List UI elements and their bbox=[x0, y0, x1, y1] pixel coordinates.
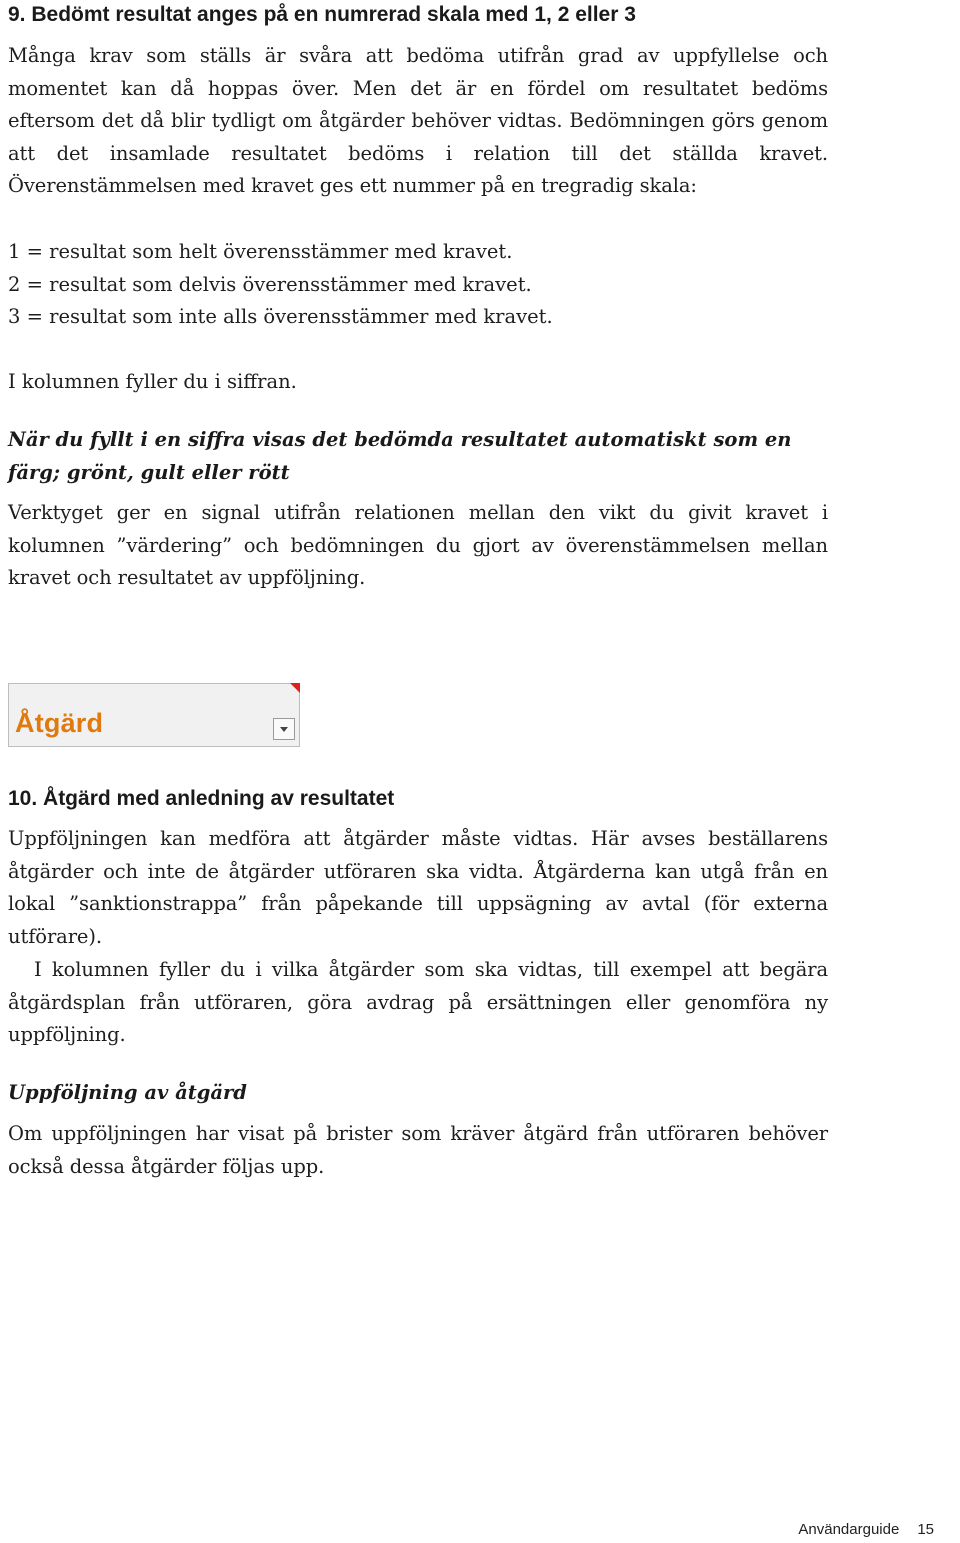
color-signal-subheading: När du fyllt i en siffra visas det bedömda resultatet automatiskt som en färg; grönt, gult eller rött bbox=[8, 428, 792, 484]
comment-marker-icon bbox=[290, 683, 300, 693]
section-10-heading: 10. Åtgärd med anledning av resultatet bbox=[8, 787, 395, 810]
section-10-para-1: Uppföljningen kan medföra att åtgärder måste vidtas. Här avses beställarens åtgärder och inte de åtgärder utföraren ska vidta. Åtgärderna kan utgå från en lokal ”sanktionstrappa” från påpekande till uppsägning av avtal (för externa utförare). bbox=[8, 827, 828, 948]
guide-label: Användarguide bbox=[798, 1521, 900, 1538]
page-number: 15 bbox=[917, 1521, 934, 1538]
followup-paragraph: Om uppföljningen har visat på brister som kräver åtgärd från utföraren behöver också dessa åtgärder följas upp. bbox=[8, 1122, 828, 1178]
section-9-intro: Många krav som ställs är svåra att bedöma utifrån grad av uppfyllelse och momentet kan då hoppas över. Men det är en fördel om resultatet bedöms eftersom det då blir tydligt om åtgärder behöver vidtas. Bedömningen görs genom att det insamlade resultatet bedöms i relation till det ställda kravet. Överenstämmelsen med kravet ges ett nummer på en tregradig skala: bbox=[8, 44, 828, 198]
scale-item-3: 3 = resultat som inte alls överensstämmer med kravet. bbox=[8, 305, 553, 329]
fill-note: I kolumnen fyller du i siffran. bbox=[8, 370, 297, 393]
filter-dropdown-button[interactable] bbox=[273, 718, 295, 740]
dropdown-arrow-icon bbox=[280, 727, 288, 732]
scale-list bbox=[8, 236, 553, 334]
page-footer bbox=[798, 1521, 934, 1538]
section-9-heading: 9. Bedömt resultat anges på en numrerad skala med 1, 2 eller 3 bbox=[8, 3, 636, 26]
scale-item-2: 2 = resultat som delvis överensstämmer med kravet. bbox=[8, 272, 532, 296]
atgard-column-header-figure bbox=[8, 683, 300, 747]
followup-subheading: Uppföljning av åtgärd bbox=[8, 1081, 247, 1104]
signal-paragraph: Verktyget ger en signal utifrån relationen mellan den vikt du givit kravet i kolumnen ”värdering” och bedömningen du gjort av överenstämmelsen mellan kravet och resultatet av uppföljning. bbox=[8, 501, 828, 590]
section-10-para-2: I kolumnen fyller du i vilka åtgärder som ska vidtas, till exempel att begära åtgärdsplan från utföraren, göra avdrag på ersättningen eller genomföra ny uppföljning. bbox=[8, 958, 828, 1047]
scale-item-1: 1 = resultat som helt överensstämmer med kravet. bbox=[8, 240, 513, 263]
column-header-label: Åtgärd bbox=[15, 708, 104, 738]
